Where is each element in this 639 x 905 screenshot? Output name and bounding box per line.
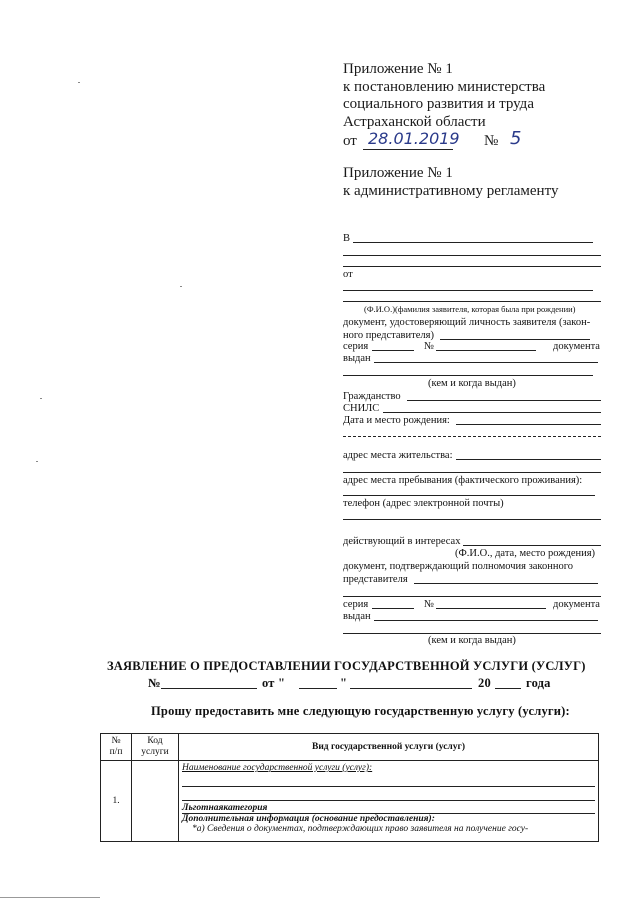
header-line: Астраханской области [343,113,486,130]
application-number-field[interactable] [161,688,257,689]
authority-doc-line: документ, подтверждающий полномочия законного [343,561,574,572]
acting-hint: (Ф.И.О., дата, место рождения) [455,548,596,559]
scan-speck [36,461,38,462]
date-underline [363,149,453,150]
to-field-line2[interactable] [343,255,601,256]
application-month-field[interactable] [350,688,472,689]
issued-field-line2[interactable] [343,375,593,376]
footnote-divider [0,897,100,898]
application-from: от " [262,676,286,690]
row-num: 1. [101,761,132,842]
fio-hint: (Ф.И.О.)(фамилия заявителя, которая была при рождении) [364,304,576,314]
to-field[interactable] [353,242,593,243]
acting-label: действующий в интересах [343,536,461,547]
application-day-field[interactable] [299,688,337,689]
citizenship-field[interactable] [407,400,601,401]
number-label: № [424,341,435,352]
header-code [132,734,179,761]
series-field[interactable] [372,350,414,351]
authority-doc-line: представителя [343,574,408,585]
application-year-field[interactable] [495,688,521,689]
issued-field[interactable] [374,362,598,363]
doc-number-field[interactable] [436,350,536,351]
series2-label: серия [343,599,369,610]
service-name-field[interactable] [182,773,595,787]
scan-speck [78,82,80,83]
service-name-label: Наименование государственной услуги (услуг): [182,763,373,773]
row-code[interactable] [132,761,179,842]
from-prefix: от [343,269,353,280]
header-code-line: Код [147,736,163,746]
from-field-line2[interactable] [343,301,601,302]
document2-word: документа [553,599,600,610]
birth-field-line2[interactable] [343,436,601,437]
header-line: к постановлению министерства [343,78,546,95]
application-quote-close: " [340,676,348,690]
issued2-label: выдан [343,611,371,622]
app2-title: Приложение № 1 [343,165,453,181]
doc2-number-field[interactable] [436,608,546,609]
header-num-line: п/п [109,747,123,757]
snils-label: СНИЛС [343,403,380,414]
authority-field[interactable] [414,583,598,584]
identity-doc-line: документ, удостоверяющий личность заявителя (закон- [343,317,591,328]
category-label: Льготнаякатегория [182,803,595,814]
table-header-row [101,734,599,761]
scan-speck [40,398,42,399]
issued-hint: (кем и когда выдан) [428,378,516,389]
handwritten-number: 5 [510,128,522,149]
residence-field[interactable] [456,459,601,460]
header-kind: Вид государственной услуги (услуг) [179,734,599,761]
extra-info-a: *а) Сведения о документах, подтверждающих право заявителя на получение госу- [192,824,529,834]
header-num [101,734,132,761]
header-num-line: № [111,736,121,746]
application-year-prefix: 20 [478,676,491,690]
acting-field[interactable] [463,545,601,546]
handwritten-date: 28.01.2019 [368,129,460,148]
stay-field[interactable] [343,495,595,496]
scan-speck [180,286,182,287]
phone-field[interactable] [343,519,601,520]
issued2-hint: (кем и когда выдан) [428,635,516,646]
phone-label: телефон (адрес электронной почты) [343,498,504,509]
to-field-line3[interactable] [343,266,601,267]
identity-doc-line: ного представителя) [343,330,434,341]
row-kind [179,761,599,842]
service-name-field-line2[interactable] [182,787,595,801]
snils-field[interactable] [383,412,601,413]
number-prefix: № [484,133,499,149]
issued-label: выдан [343,353,371,364]
residence-label: адрес места жительства: [343,450,453,461]
birth-label: Дата и место рождения: [343,415,450,426]
header-line: социального развития и труда [343,96,534,112]
number2-label: № [424,599,435,610]
to-prefix: В [343,233,351,244]
birth-field[interactable] [456,424,601,425]
issued2-field[interactable] [374,620,598,621]
application-year-word: года [526,676,551,690]
services-table [100,733,599,842]
series-label: серия [343,341,369,352]
extra-info-label: Дополнительная информация (основание предоставления): [182,814,435,824]
authority-field-line2[interactable] [343,596,601,597]
from-field[interactable] [343,290,593,291]
document-word: документа [553,341,600,352]
application-title: ЗАЯВЛЕНИЕ О ПРЕДОСТАВЛЕНИИ ГОСУДАРСТВЕННОЙ УСЛУГИ (УСЛУГ) [107,659,586,673]
residence-field-line2[interactable] [343,472,601,473]
app2-subtitle: к административному регламенту [343,183,559,199]
header-line: Приложение № 1 [343,61,453,77]
stay-label: адрес места пребывания (фактического проживания): [343,475,583,486]
table-row [101,761,599,842]
appendix-header [343,61,545,131]
request-text: Прошу предоставить мне следующую государственную услугу (услуги): [151,704,570,718]
header-code-line: услуги [141,747,169,757]
series2-field[interactable] [372,608,414,609]
citizenship-label: Гражданство [343,391,401,402]
application-num-prefix: № [148,676,161,690]
date-prefix: от [343,133,357,149]
